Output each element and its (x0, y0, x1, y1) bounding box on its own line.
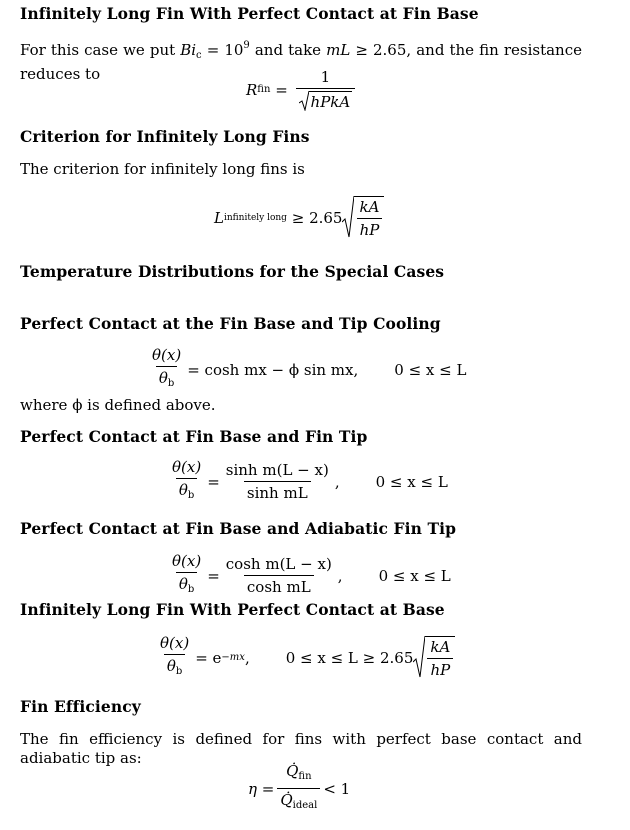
equation-infinitely-long: $\frac{\theta(x)}{\theta_b}$ = e −mx , 0 ≤ x ≤ L ≥ 2.65 $\frac{kA}{hP}$ (154, 634, 455, 681)
equation-fin-efficiency: η = $\frac{Q̇_{fin}}{Q̇_{ideal}}$ < 1 (248, 762, 350, 815)
paragraph-criterion: The criterion for infinitely long fins is (20, 160, 305, 178)
paragraph-fin-efficiency: The fin efficiency is defined for fins with perfect base contact and adiabatic tip as: (20, 730, 582, 767)
heading-infinitely-long-fin-base: Infinitely Long Fin With Perfect Contact at Fin Base (20, 4, 479, 23)
paragraph-phi-note: where ϕ is defined above. (20, 396, 216, 414)
heading-temperature-distributions: Temperature Distributions for the Special Cases (20, 262, 445, 281)
heading-tip-cooling: Perfect Contact at the Fin Base and Tip Cooling (20, 314, 441, 333)
paragraph-fin-resistance: For this case we put $Bi_c = 10^9$ and take mL ≥ 2.65, and the fin resistance reduces to (20, 40, 582, 83)
heading-fin-efficiency: Fin Efficiency (20, 697, 141, 716)
heading-criterion: Criterion for Infinitely Long Fins (20, 127, 310, 146)
equation-fin-tip: $\frac{\theta(x)}{\theta_b}$ = $\frac{\text{sinh m(L − x)}}{\text{sinh mL}}$ , 0 ≤ x ≤ L (166, 458, 448, 505)
equation-tip-cooling: $\frac{\theta(x)}{\theta_b}$ = cosh mx − ϕ sin mx, 0 ≤ x ≤ L (146, 346, 466, 393)
heading-fin-tip: Perfect Contact at Fin Base and Fin Tip (20, 427, 368, 446)
equation-adiabatic-tip: $\frac{\theta(x)}{\theta_b}$ = $\frac{\text{cosh m(L − x)}}{\text{cosh mL}}$ , 0 ≤ x ≤ L (166, 552, 451, 599)
heading-adiabatic-tip: Perfect Contact at Fin Base and Adiabatic Fin Tip (20, 519, 457, 538)
equation-fin-resistance: R fin = $\frac{1}{\text{hPkA}}$ (246, 68, 358, 111)
equation-criterion: L infinitely long ≥ 2.65 $\frac{kA}{hP}$ (214, 196, 384, 239)
heading-infinitely-long-base: Infinitely Long Fin With Perfect Contact at Base (20, 600, 445, 619)
